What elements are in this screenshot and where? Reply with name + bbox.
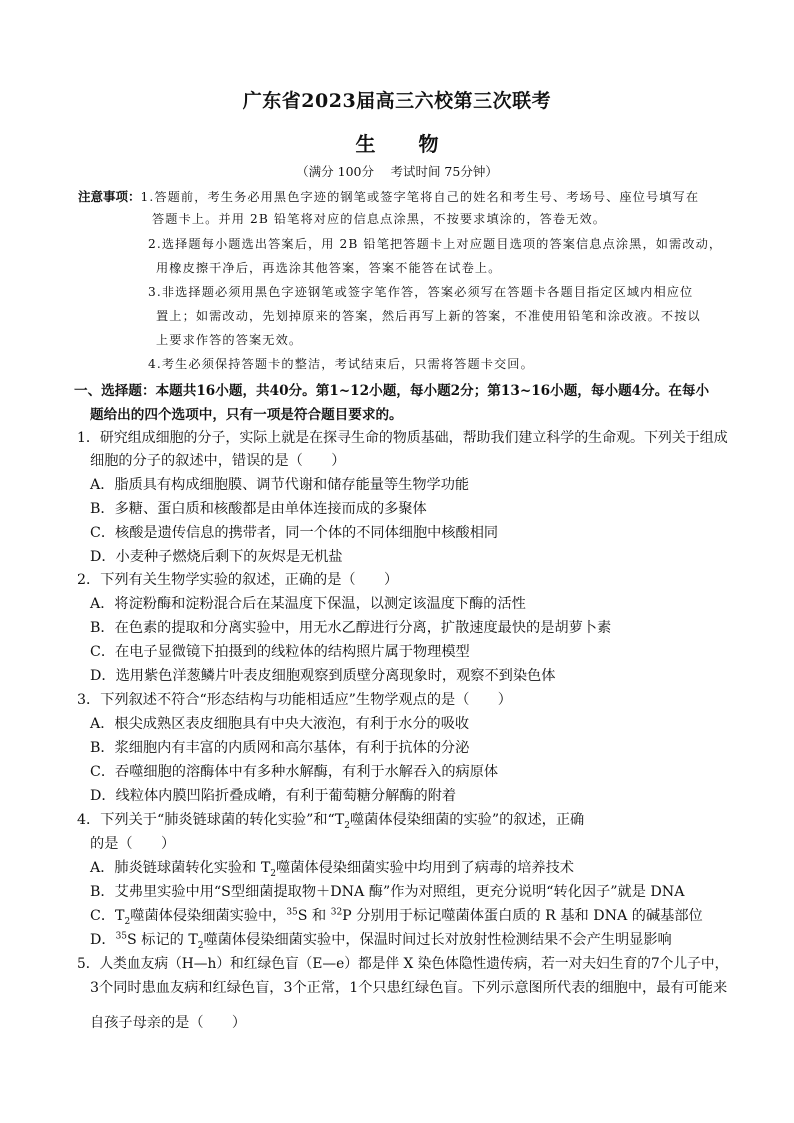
q1-stem-line-2: 细胞的分子的叙述中，错误的是（ ） <box>90 453 346 469</box>
q5-stem-line-2: 3个同时患血友病和红绿色盲，3个正常，1个只患红绿色盲。下列示意图所代表的细胞中，最有可能来 <box>90 980 728 996</box>
q1-stem-line-1: 1．研究组成细胞的分子，实际上就是在探寻生命的物质基础，帮助我们建立科学的生命观。下列关于组成 <box>77 430 728 446</box>
notice-line-4: 用橡皮擦干净后，再选涂其他答案，答案不能答在试卷上。 <box>156 261 502 275</box>
q2-option-d: D．选用紫色洋葱鳞片叶表皮细胞观察到质壁分离现象时，观察不到染色体 <box>90 668 556 684</box>
q1-option-a: A．脂质具有构成细胞膜、调节代谢和储存能量等生物学功能 <box>90 477 470 493</box>
q3-option-c: C．吞噬细胞的溶酶体中有多种水解酶，有利于水解吞入的病原体 <box>90 764 499 780</box>
notice-line-6: 置上；如需改动，先划掉原来的答案，然后再写上新的答案，不准使用铅笔和涂改液。不按以 <box>156 309 701 323</box>
q1-option-c: C．核酸是遗传信息的携带者，同一个体的不同体细胞中核酸相同 <box>90 525 499 541</box>
section-heading-line-1: 一、选择题：本题共16小题，共40分。第1~12小题，每小题2分；第13~16小题，每小题4分。在每小 <box>74 383 710 399</box>
q2-option-b: B．在色素的提取和分离实验中，用无水乙醇进行分离，扩散速度最快的是胡萝卜素 <box>90 620 612 636</box>
q4-option-c: C．$T_2$噬菌体侵染细菌实验中，$^{35}$S 和 $^{32}$P 分别用于标记噬菌体蛋白质的 R 基和 DNA 的碱基部位 <box>90 907 703 927</box>
q4-option-a: A．肺炎链球菌转化实验和 $T_2$噬菌体侵染细菌实验中均用到了病毒的培养技术 <box>90 860 574 879</box>
q4-stem-line-1: 4．下列关于“肺炎链球菌的转化实验”和“$T_2$噬菌体侵染细菌的实验”的叙述，正确 <box>77 812 585 831</box>
q3-option-d: D．线粒体内膜凹陷折叠成嵴，有利于葡萄糖分解酶的附着 <box>90 788 457 804</box>
q3-option-b: B．浆细胞内有丰富的内质网和高尔基体，有利于抗体的分泌 <box>90 740 470 756</box>
notice-line-3: 2.选择题每小题选出答案后，用 2B 铅笔把答题卡上对应题目选项的答案信息点涂黑，如需改动， <box>148 237 723 251</box>
q4-option-b: B．艾弗里实验中用“S型细菌提取物＋DNA 酶”作为对照组，更充分说明“转化因子”就是 DNA <box>90 884 685 900</box>
exam-meta: （满分 100分 考试时间 75分钟） <box>296 164 498 179</box>
q2-option-c: C．在电子显微镜下拍摄到的线粒体的结构照片属于物理模型 <box>90 644 470 660</box>
q5-stem-line-3: 自孩子母亲的是（ ） <box>90 1015 247 1031</box>
notice-line-8: 4.考生必须保持答题卡的整洁，考试结束后，只需将答题卡交回。 <box>148 357 534 371</box>
subject-title: 生 物 <box>355 132 457 156</box>
notice-line-7: 上要求作答的答案无效。 <box>156 333 303 347</box>
q2-option-a: A．将淀粉酶和淀粉混合后在某温度下保温，以测定该温度下酶的活性 <box>90 596 526 612</box>
notice-line-2: 答题卡上。并用 2B 铅笔将对应的信息点涂黑，不按要求填涂的，答卷无效。 <box>152 212 607 226</box>
notice-line-5: 3.非选择题必须用黑色字迹钢笔或签字笔作答，答案必须写在答题卡各题目指定区域内相应位 <box>148 285 694 299</box>
q3-option-a: A．根尖成熟区表皮细胞具有中央大液泡，有利于水分的吸收 <box>90 716 470 732</box>
notice-line-1: 注意事项：1.答题前，考生务必用黑色字迹的钢笔或签字笔将自己的姓名和考生号、考场号、座位号填写在 <box>78 189 700 204</box>
q5-stem-line-1: 5．人类血友病（H—h）和红绿色盲（E—e）都是伴 X 染色体隐性遗传病，若一对夫妇生育的7个儿子中， <box>77 956 729 972</box>
q3-stem: 3．下列叙述不符合“形态结构与功能相适应”生物学观点的是（ ） <box>77 692 512 708</box>
exam-title: 广东省2023届高三六校第三次联考 <box>242 90 552 112</box>
q2-stem: 2．下列有关生物学实验的叙述，正确的是（ ） <box>77 572 399 588</box>
q4-stem-line-2: 的是（ ） <box>90 836 176 852</box>
q1-option-d: D．小麦种子燃烧后剩下的灰烬是无机盐 <box>90 549 343 565</box>
q4-option-d: D．$^{35}$S 标记的 $T_2$噬菌体侵染细菌实验中，保温时间过长对放射性检测结果不会产生明显影响 <box>90 931 672 951</box>
section-heading-line-2: 题给出的四个选项中，只有一项是符合题目要求的。 <box>90 407 403 423</box>
notice-label: 注意事项： <box>78 189 141 204</box>
q1-option-b: B．多糖、蛋白质和核酸都是由单体连接而成的多聚体 <box>90 501 427 517</box>
